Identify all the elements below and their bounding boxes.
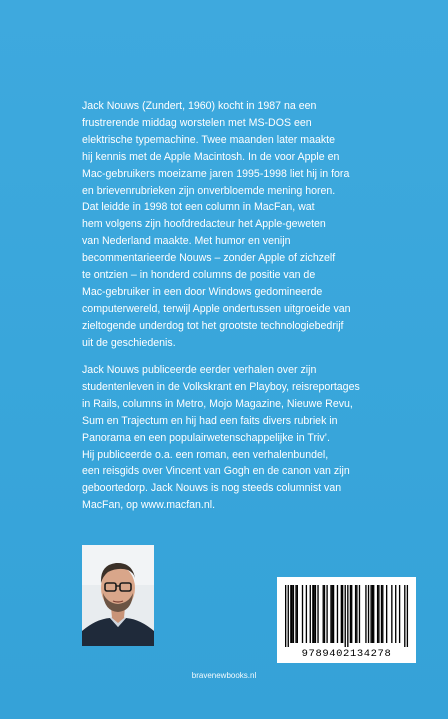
text-line: Dat leidde in 1998 tot een column in MacFan, wat (82, 201, 315, 214)
author-photo (82, 545, 154, 646)
barcode-bar (333, 585, 334, 643)
barcode-bar (293, 585, 294, 643)
barcode-bar (345, 585, 346, 647)
text-line: hem volgens zijn hoofdredacteur het Apple-geweten (82, 218, 326, 231)
barcode-bar (285, 585, 286, 647)
barcode-bar (355, 585, 356, 643)
text-line: uit de geschiedenis. (82, 336, 176, 349)
barcode-bar (370, 585, 371, 643)
barcode-bar (342, 585, 343, 643)
barcode-bar (302, 585, 303, 643)
text-line: elektrische typemachine. Twee maanden later maakte (82, 133, 336, 146)
barcode-bar (313, 585, 314, 643)
barcode-bar (373, 585, 374, 643)
barcode-bar (330, 585, 331, 643)
text-line: te ontzien – in honderd columns de positie van de (82, 269, 316, 282)
text-line: hij kennis met de Apple Macintosh. In de voor Apple en (82, 150, 340, 163)
barcode-bar (312, 585, 313, 643)
text-line: becommentarieerde Nouws – zonder Apple of zichzelf (82, 252, 336, 265)
author-bio-paragraph-1 (82, 98, 422, 352)
barcode-bar (407, 585, 408, 647)
barcode-bar (317, 585, 318, 643)
barcode-bar (350, 585, 351, 643)
barcode-bar (324, 585, 325, 643)
text-line: Mac-gebruiker in een door Windows gedomineerde (82, 285, 323, 298)
barcode-bar (395, 585, 396, 643)
text-line: Hij publiceerde o.a. een roman, een verhalenbundel, (82, 448, 329, 461)
barcode-bar (306, 585, 307, 643)
barcode-bar (290, 585, 291, 643)
barcode-bar (297, 585, 298, 643)
barcode-bar (315, 585, 316, 643)
barcode-bar (326, 585, 327, 643)
text-line: Mac-gebruikers moeizame jaren 1995-1998 liet hij in fora (82, 167, 350, 180)
text-line: frustrerende middag worstelen met MS-DOS een (82, 116, 312, 129)
barcode-bar (359, 585, 360, 643)
barcode-bar (332, 585, 333, 643)
publisher-url: bravenewbooks.nl (191, 671, 257, 680)
text-line: MacFan, op www.macfan.nl. (82, 499, 216, 512)
text-line: Sum en Trajectum en hij had een faits divers rubriek in (82, 414, 338, 427)
barcode-bar (356, 585, 357, 643)
author-bio-paragraph-2 (82, 362, 422, 514)
text-line: zieltogende underdog tot het grootste technologiebedrijf (82, 319, 344, 332)
barcode-bar (288, 585, 289, 647)
barcode-bar (386, 585, 387, 643)
barcode-bar (399, 585, 400, 643)
barcode-bar (381, 585, 382, 643)
barcode-bar (337, 585, 338, 643)
text-line: van Nederland maakte. Met humor en venijn (82, 235, 291, 248)
text-line: studentenleven in de Volkskrant en Playboy, reisreportages (82, 380, 360, 393)
barcode-bar (351, 585, 352, 643)
barcode-bar (382, 585, 383, 643)
text-line: een reisgids over Vincent van Gogh en de canon van zijn (82, 465, 350, 478)
barcode-bar (391, 585, 392, 643)
text-line: Panorama en een populairwetenschappelijke in Triv’. (82, 431, 330, 444)
text-line: computerwereld, terwijl Apple ondertussen uitgroeide van (82, 302, 351, 315)
barcode-bars (277, 577, 416, 647)
text-line: in Rails, columns in Metro, Mojo Magazine, Nieuwe Revu, (82, 397, 353, 410)
barcode-bar (368, 585, 369, 643)
barcode-bar (295, 585, 296, 643)
text-line: geboortedorp. Jack Nouws is nog steeds columnist van (82, 482, 342, 495)
text-line: Jack Nouws (Zundert, 1960) kocht in 1987 na een (82, 100, 317, 112)
isbn-barcode (277, 577, 416, 663)
isbn-number: 9789402134278 (301, 648, 392, 660)
barcode-bar (341, 585, 342, 643)
barcode-bar (347, 585, 348, 647)
barcode-bar (291, 585, 292, 643)
barcode-bar (377, 585, 378, 643)
barcode-bar (310, 585, 311, 643)
barcode-bar (365, 585, 366, 643)
barcode-bar (372, 585, 373, 643)
text-line: Jack Nouws publiceerde eerder verhalen over zijn (82, 364, 317, 376)
text-line: en brievenrubrieken zijn onverbloemde mening horen. (82, 184, 336, 197)
barcode-bar (378, 585, 379, 643)
barcode-bar (404, 585, 405, 647)
barcode-bar (323, 585, 324, 643)
